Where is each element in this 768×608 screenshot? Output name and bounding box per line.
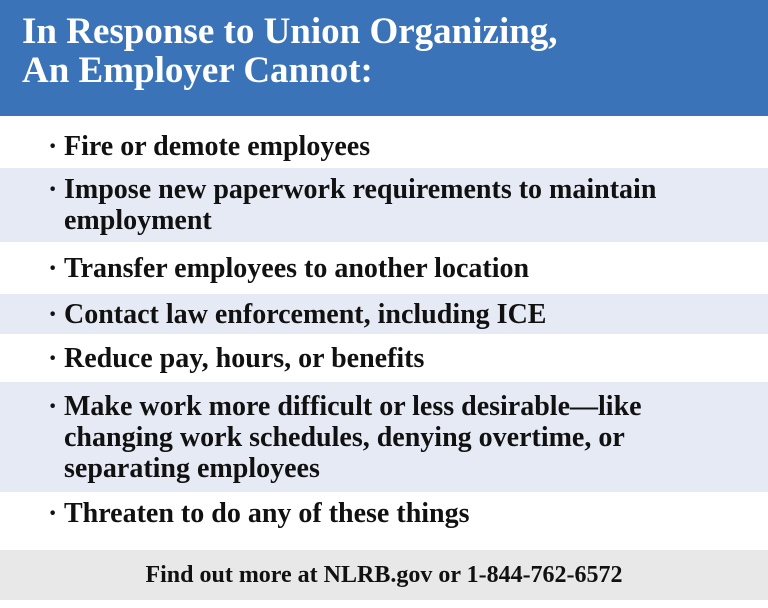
list-item-law-enforcement [0, 294, 768, 334]
bullet: · [48, 298, 58, 330]
list-item-work-more-difficult [0, 382, 768, 492]
list-item-text: employment [64, 205, 212, 236]
footer-banner [0, 550, 768, 600]
title-line-1: In Response to Union Organizing, [22, 11, 558, 52]
list-item-text: Fire or demote employees [64, 130, 371, 162]
prohibited-actions-list [0, 124, 768, 534]
list-item-fire-or-demote [0, 124, 768, 168]
list-item-text: changing work schedules, denying overtime, or [64, 421, 625, 453]
list-item-text: Contact law enforcement, including ICE [64, 298, 547, 330]
list-item-reduce-pay [0, 334, 768, 382]
list-item-text: Impose new paperwork requirements to maintain [64, 174, 657, 205]
title-line-2: An Employer Cannot: [22, 50, 373, 91]
list-item-text: Transfer employees to another location [64, 252, 530, 284]
bullet: · [48, 390, 58, 422]
list-item-text: separating employees [64, 452, 320, 484]
list-item-text: Make work more difficult or less desirable—like [64, 390, 642, 422]
bullet: · [48, 130, 58, 162]
contact-info: Find out more at NLRB.gov or 1-844-762-6572 [145, 561, 623, 588]
list-item-threaten [0, 492, 768, 534]
list-item-transfer [0, 242, 768, 294]
list-item-paperwork [0, 168, 768, 242]
bullet: · [48, 252, 58, 284]
header-banner [0, 0, 768, 116]
bullet: · [48, 342, 58, 374]
bullet: · [48, 497, 58, 529]
bullet: · [48, 174, 58, 205]
list-item-text: Reduce pay, hours, or benefits [64, 342, 425, 374]
list-item-text: Threaten to do any of these things [64, 497, 470, 529]
